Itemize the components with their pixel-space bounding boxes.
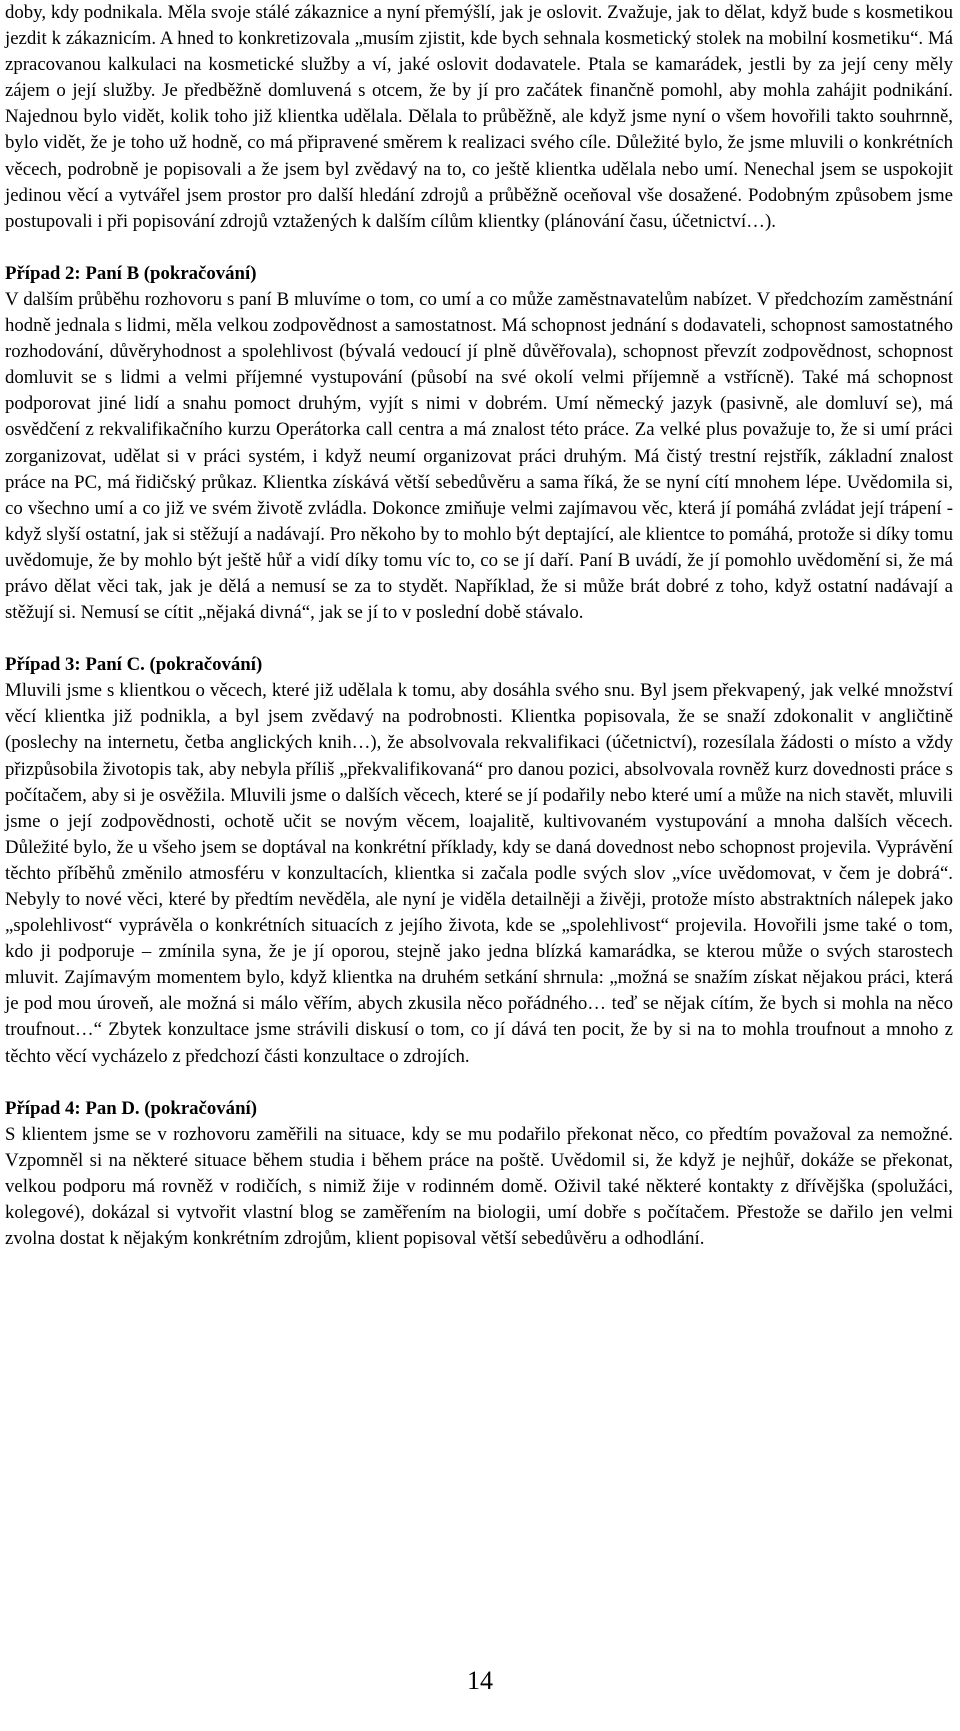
section-body-case-2: V dalším průběhu rozhovoru s paní B mluvíme o tom, co umí a co může zaměstnavatelům nabízet. V předchozím zaměstnání hodně jednala s lidmi, měla velkou zodpovědnost a samostatnost. Má schopnost jednání s dodavateli, schopnost samostatného rozhodování, důvěryhodnost a spolehlivost (bývalá vedoucí jí plně důvěřovala), schopnost převzít zodpovědnost, schopnost domluvit se s lidmi a velmi příjemné vystupování (působí na své okolí velmi příjemně a vstřícně). Také má schopnost podporovat jiné lidí a snahu pomoct druhým, vyjít s nimi v dobrém. Umí německý jazyk (pasivně, ale domluví se), má osvědčení z rekvalifikačního kurzu Operátorka call centra a má znalost této práce. Za velké plus považuje to, že si umí práci zorganizovat, udělat si v práci systém, i když neumí organizovat práci druhým. Má čistý trestní rejstřík, základní znalost práce na PC, má řidičský průkaz. Klientka získává větší sebedůvěru a sama říká, že se nyní cítí mnohem lépe. Uvědomila si, co všechno umí a co již ve svém životě zvládla. Dokonce zmiňuje velmi zajímavou věc, která jí pomáhá zvládat její trápení - když slyší ostatní, jak si stěžují a nadávají. Pro někoho by to mohlo být deptající, ale klientce to pomáhá, protože si díky tomu uvědomuje, že by mohlo být ještě hůř a vidí díky tomu víc to, co se jí daří. Paní B uvádí, že jí pomohlo uvědomění si, že má právo dělat věci tak, jak je dělá a nemusí se za to stydět. Například, že si může brát dobré z toho, když ostatní nadávají a stěžují si. Nemusí se cítit „nějaká divná“, jak se jí to v poslední době stávalo. xyxy=(5,288,953,624)
document-page xyxy=(5,0,953,1252)
section-spacer xyxy=(5,235,953,261)
section-body-case-4: S klientem jsme se v rozhovoru zaměřili na situace, kdy se mu podařilo překonat něco, co předtím považoval za nemožné. Vzpomněl si na některé situace během studia i během práce na poště. Uvědomil si, že když je nejhůř, dokáže se překonat, velkou podporu má rovněž v rodičích, s nimiž žije v rodinném domě. Oživil také některé kontakty z dřívějška (spolužáci, kolegové), dokázal si vytvořit vlastní blog se zaměřením na biologii, umí dobře s počítačem. Přestože se dařilo jen velmi zvolna dostat k nějakým konkrétním zdrojům, klient popisoval větší sebedůvěru a odhodlání. xyxy=(5,1123,953,1250)
section-body-case-3: Mluvili jsme s klientkou o věcech, které již udělala k tomu, aby dosáhla svého snu. Byl jsem překvapený, jak velké množství věcí klientka již podnikla, a byl jsem zvědavý na podrobnosti. Klientka popisovala, že se snaží zdokonalit v angličtině (poslechy na internetu, četba anglických knih…), že absolvovala rekvalifikaci (účetnictví), rozesílala žádosti o místo a vždy přizpůsobila životopis tak, aby nebyla příliš „překvalifikovaná“ pro danou pozici, absolvovala rovněž kurz dovednosti práce s počítačem, aby si je osvěžila. Mluvili jsme o dalších věcech, které se jí podařily nebo které umí a může na nich stavět, mluvili jsme o její zodpovědnosti, ochotě učit se novým věcem, loajalitě, kultivovaném vystupování a mnoha dalších věcech. Důležité bylo, že u všeho jsem se doptával na konkrétní příklady, kdy se daná dovednost nebo schopnost projevila. Vyprávění těchto příběhů změnilo atmosféru v konzultacích, klientka si začala podle svých slov „více uvědomovat, v čem je dobrá“. Nebyly to nové věci, které by předtím nevěděla, ale nyní je viděla detailněji a živěji, protože místo abstraktních nálepek jako „spolehlivost“ vyprávěla o konkrétních situacích z jejího života, kde se „spolehlivost“ projevila. Hovořili jsme také o tom, kdo ji podporuje – zmínila syna, že je jí oporou, stejně jako jedna blízká kamarádka, se kterou může o svých starostech mluvit. Zajímavým momentem bylo, když klientka na druhém setkání shrnula: „možná se snažím získat nějakou práci, která je pod mou úroveň, ale možná si málo věřím, abych zkusila něco pořádného… teď se nějak cítím, že bych si mohla na něco troufnout…“ Zbytek konzultace jsme strávili diskusí o tom, co jí dává ten pocit, že by si na to mohla troufnout a mnoho z těchto věcí vycházelo z předchozí části konzultace o zdrojích. xyxy=(5,680,953,1067)
intro-paragraph: doby, kdy podnikala. Měla svoje stálé zákaznice a nyní přemýšlí, jak je oslovit. Zvažuje, jak to dělat, když bude s kosmetikou jezdit k zákaznicím. A hned to konkretizovala „musím zjistit, kde bych sehnala kosmetický stolek na mobilní kosmetiku“. Má zpracovanou kalkulaci na kosmetické služby a ví, jaké oslovit dodavatele. Ptala se kamarádek, jestli by za její ceny měly zájem o její služby. Je předběžně domluvená s otcem, že by jí pro začátek finančně pomohl, aby mohla zahájit podnikání. Najednou bylo vidět, kolik toho již klientka udělala. Dělala to průběžně, ale když jsme nyní o všem hovořili takto souhrnně, bylo vidět, že je toho už hodně, co má připravené směrem k realizaci svého cíle. Důležité bylo, že jsme mluvili o konkrétních věcech, podrobně je popisovali a že jsem byl zvědavý na to, co ještě klientka udělala nebo umí. Nenechal jsem se uspokojit jedinou věcí a vytvářel jsem prostor pro další hledání zdrojů a průběžně oceňoval vše dosažené. Podobným způsobem jsme postupovali i při popisování zdrojů vztažených k dalším cílům klientky (plánování času, účetnictví…). xyxy=(5,2,953,232)
section-spacer xyxy=(5,626,953,652)
section-heading-case-2: Případ 2: Paní B (pokračování) xyxy=(5,262,257,284)
section-heading-case-3: Případ 3: Paní C. (pokračování) xyxy=(5,654,263,676)
section-spacer xyxy=(5,1070,953,1096)
section-heading-case-4: Případ 4: Pan D. (pokračování) xyxy=(5,1097,257,1119)
page-number: 14 xyxy=(467,1666,493,1695)
